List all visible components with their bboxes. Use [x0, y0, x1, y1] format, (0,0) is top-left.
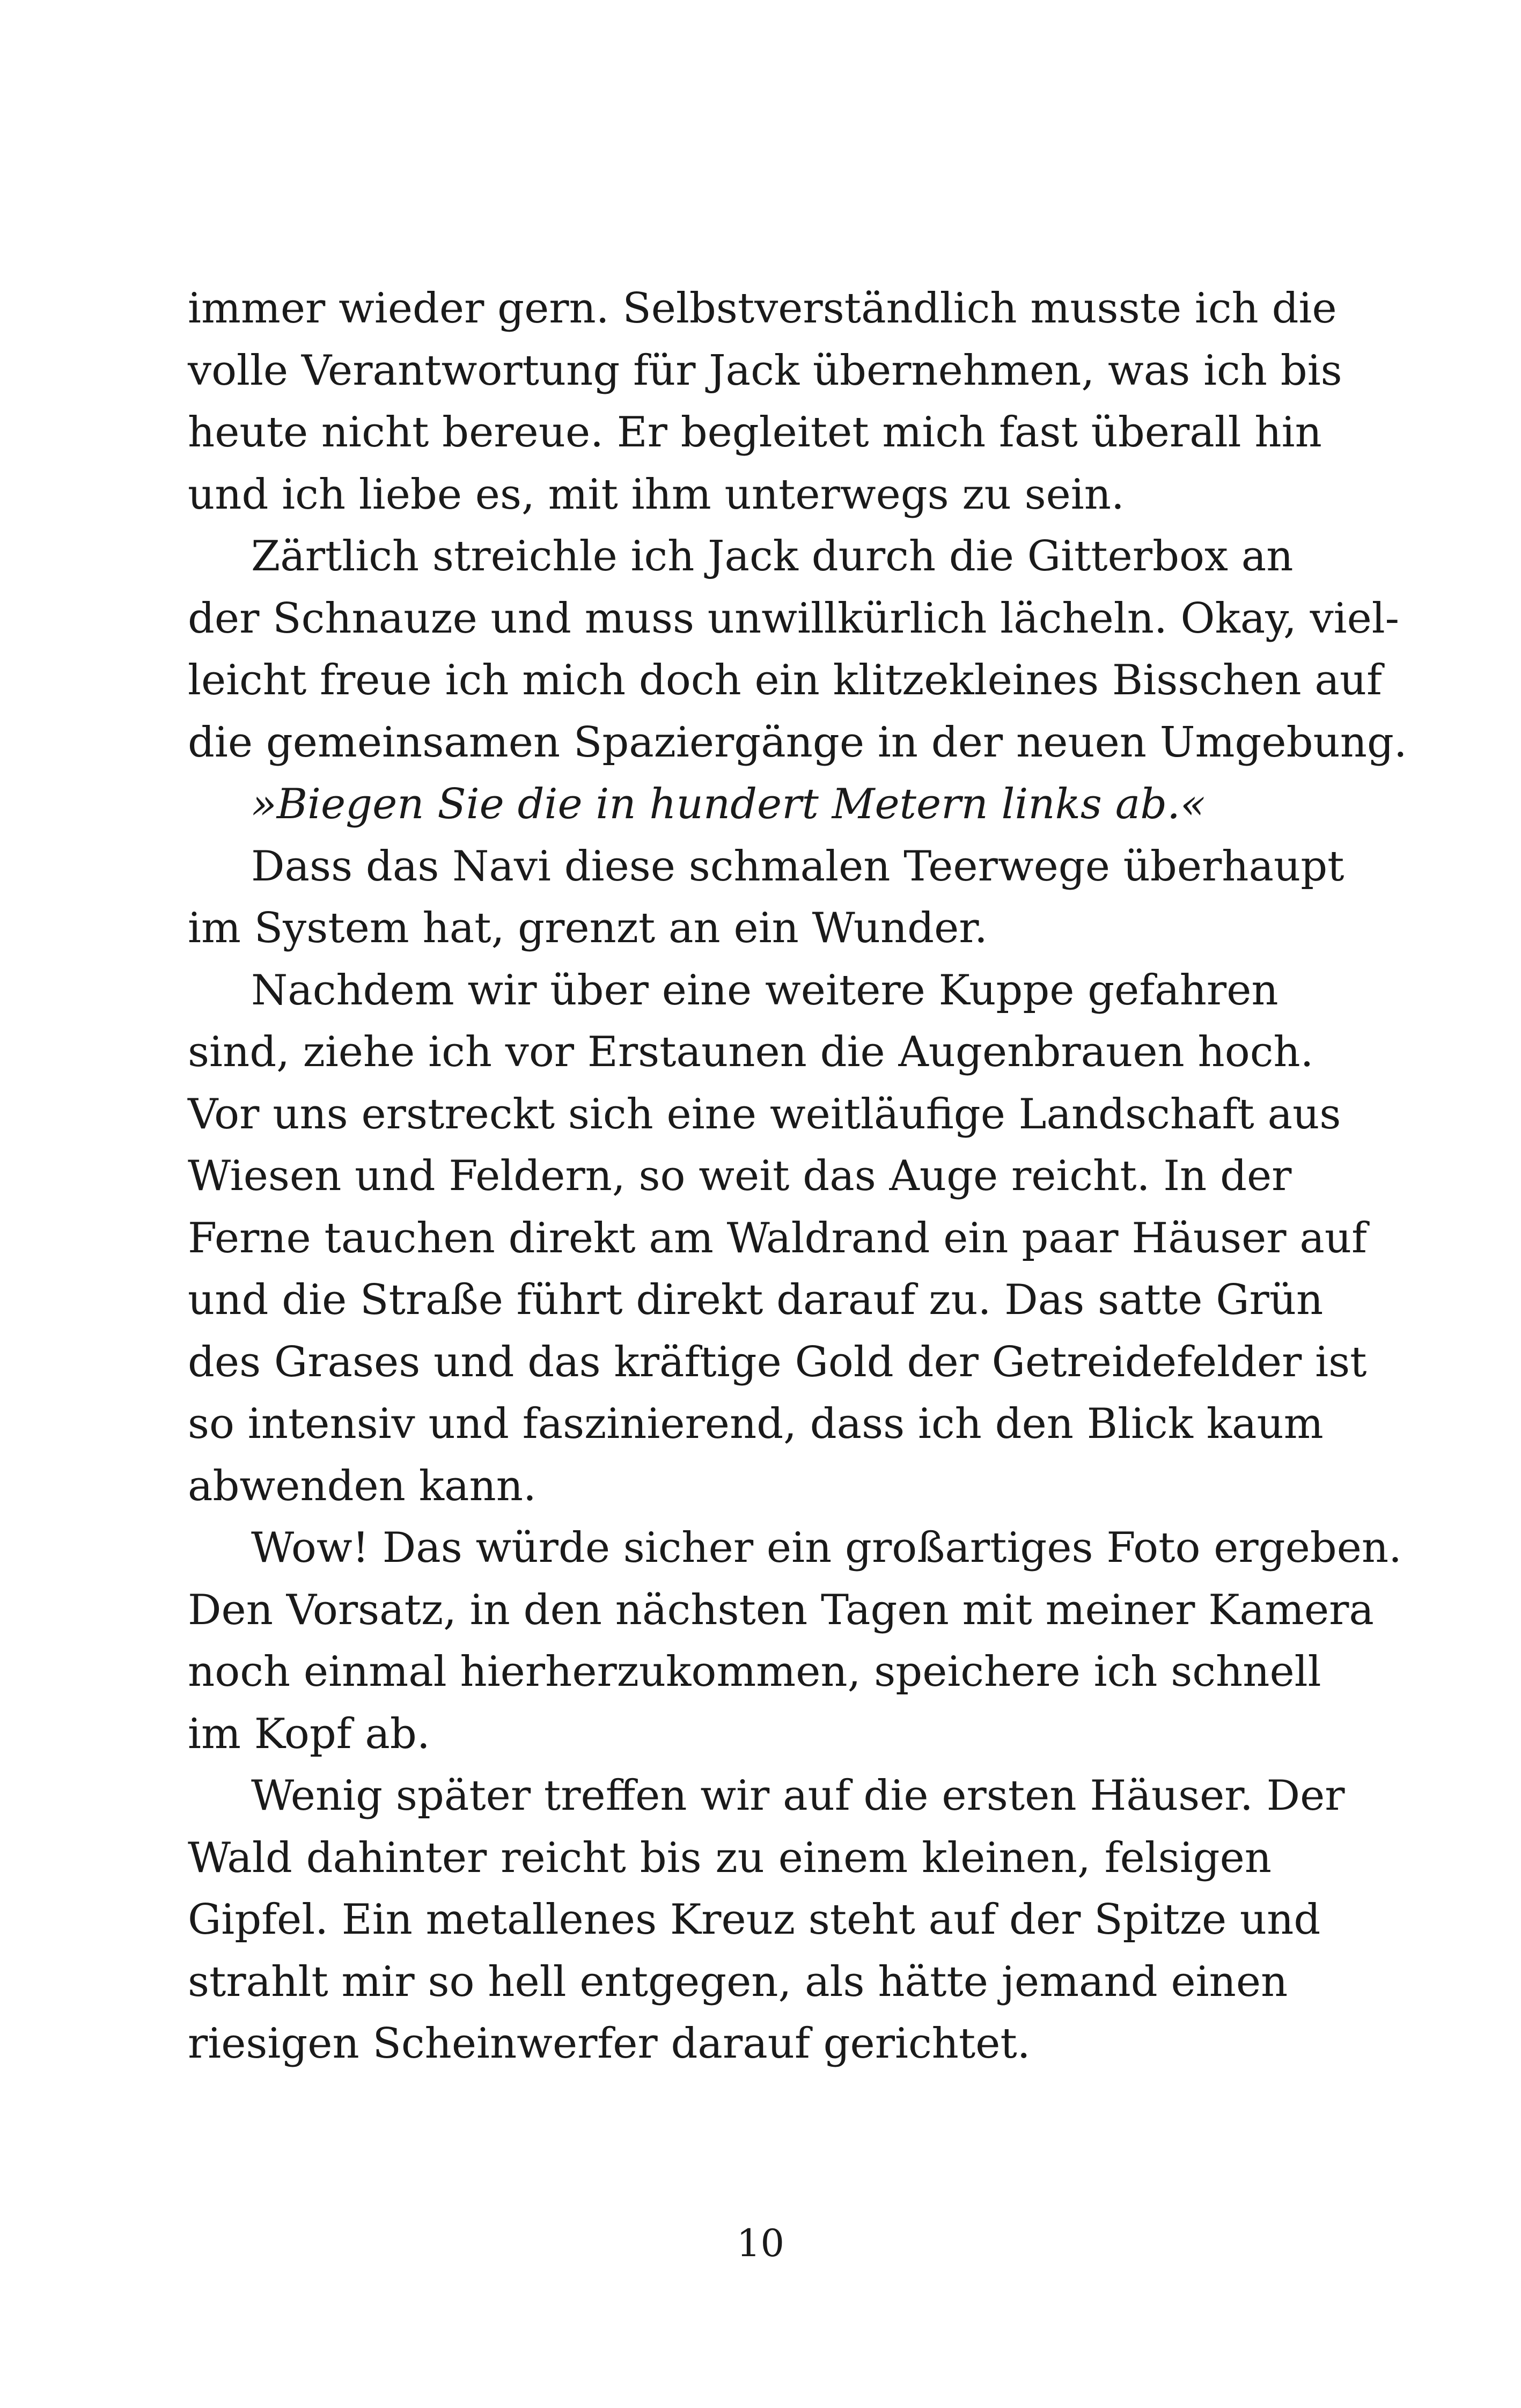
page-number: 10 [736, 2221, 785, 2265]
text-line: volle Verantwortung für Jack übernehmen, was ich bis [188, 346, 1342, 395]
text-line: und ich liebe es, mit ihm unterwegs zu sein. [188, 470, 1125, 519]
text-line: Gipfel. Ein metallenes Kreuz steht auf der Spitze und [188, 1896, 1321, 1944]
text-line: strahlt mir so hell entgegen, als hätte jemand einen [188, 1957, 1288, 2006]
text-line: Dass das Navi diese schmalen Teerwege überhaupt [251, 842, 1344, 891]
text-line: und die Straße führt direkt darauf zu. Das satte Grün [188, 1276, 1324, 1324]
text-line: Nachdem wir über eine weitere Kuppe gefahren [251, 966, 1278, 1015]
text-line: noch einmal hierherzukommen, speichere ich schnell [188, 1648, 1321, 1696]
text-line: »Biegen Sie die in hundert Metern links ab.« [251, 780, 1206, 828]
text-line: leicht freue ich mich doch ein klitzekleines Bisschen auf [188, 656, 1382, 704]
text-line: sind, ziehe ich vor Erstaunen die Augenbrauen hoch. [188, 1028, 1314, 1076]
text-line: Vor uns erstreckt sich eine weitläufige Landschaft aus [188, 1090, 1341, 1139]
text-line: Wald dahinter reicht bis zu einem kleinen, felsigen [188, 1833, 1272, 1882]
text-line: Wiesen und Feldern, so weit das Auge reicht. In der [188, 1152, 1292, 1200]
text-line: die gemeinsamen Spaziergänge in der neuen Umgebung. [188, 718, 1407, 767]
text-line: so intensiv und faszinierend, dass ich den Blick kaum [188, 1400, 1324, 1448]
text-line: im System hat, grenzt an ein Wunder. [188, 904, 988, 952]
text-line: Ferne tauchen direkt am Waldrand ein paar Häuser auf [188, 1214, 1367, 1262]
text-line: Wow! Das würde sicher ein großartiges Foto ergeben. [251, 1524, 1402, 1572]
text-line: Zärtlich streichle ich Jack durch die Gitterbox an [251, 532, 1294, 581]
text-line: immer wieder gern. Selbstverständlich musste ich die [188, 284, 1337, 333]
body-text [188, 278, 1407, 2075]
text-line: riesigen Scheinwerfer darauf gerichtet. [188, 2020, 1031, 2068]
text-line: abwenden kann. [188, 1462, 537, 1510]
text-line: des Grases und das kräftige Gold der Getreidefelder ist [188, 1338, 1367, 1386]
text-line: der Schnauze und muss unwillkürlich lächeln. Okay, viel- [188, 594, 1400, 643]
text-line: heute nicht bereue. Er begleitet mich fast überall hin [188, 408, 1322, 457]
text-line: Wenig später treffen wir auf die ersten Häuser. Der [251, 1772, 1345, 1820]
text-line: im Kopf ab. [188, 1709, 430, 1758]
text-line: Den Vorsatz, in den nächsten Tagen mit meiner Kamera [188, 1585, 1374, 1634]
